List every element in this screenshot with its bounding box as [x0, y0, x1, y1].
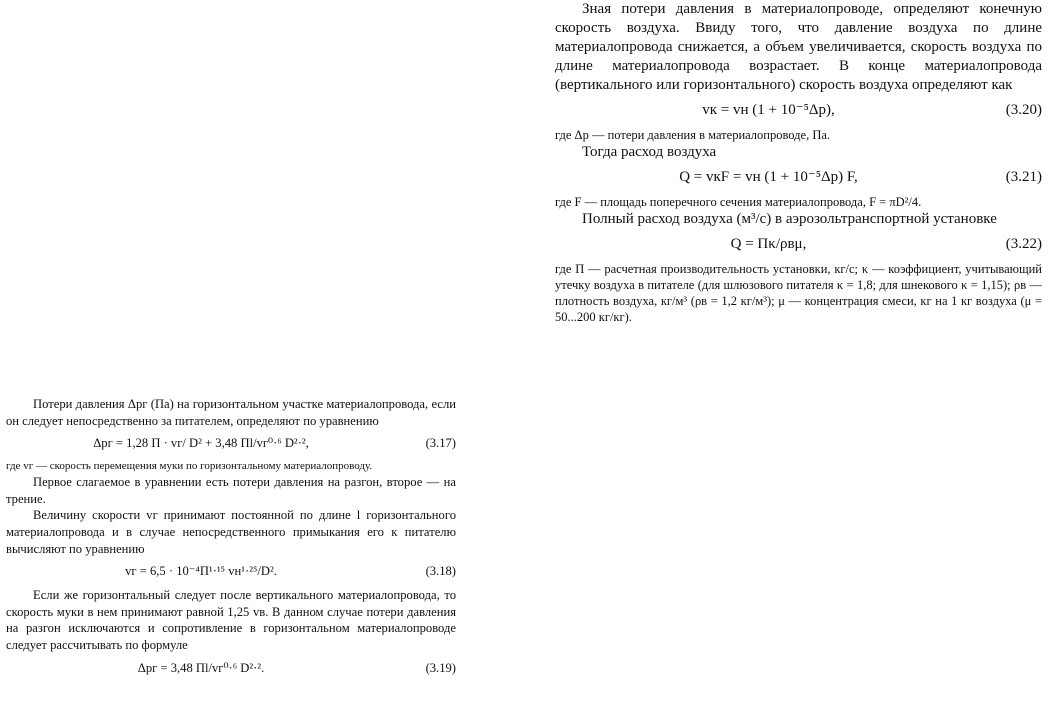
paragraph-air-flow: Тогда расход воздуха: [582, 144, 717, 160]
where-clause: где F — площадь поперечного сечения материалопровода, F = πD²/4.: [555, 195, 922, 209]
equation-formula: Δpг = 1,28 П · vг/ D² + 3,48 Пl/vг⁰·⁶ D²·²,: [93, 436, 309, 451]
where-clause: где vг — скорость перемещения муки по горизонтальному материалопроводу.: [6, 460, 373, 473]
equation-number: (3.18): [425, 564, 456, 579]
equation-formula: vк = vн (1 + 10⁻⁵Δp),: [702, 102, 835, 118]
paragraph-pressure-loss: Потери давления Δpг (Па) на горизонтальном участке материалопровода, если он следует непосредственно за питателем, определяют по уравнению: [6, 397, 456, 428]
equation-number: (3.22): [1005, 236, 1042, 252]
right-column: [555, 0, 1042, 325]
equation-3-22: [555, 233, 1042, 257]
equation-number: (3.19): [425, 660, 456, 675]
equation-3-19: [6, 658, 456, 680]
equation-3-20: [555, 99, 1042, 123]
equation-formula: Q = vкF = vн (1 + 10⁻⁵Δp) F,: [679, 169, 858, 185]
equation-formula: vг = 6,5 · 10⁻⁴П¹·¹⁵ vн¹·²⁵/D².: [125, 564, 277, 579]
equation-3-17: [6, 433, 456, 455]
where-clause: где Δp — потери давления в материалопроводе, Па.: [555, 128, 831, 142]
paragraph-speed-value: Величину скорости vг принимают постоянной по длине l горизонтального материалопровода и в случае непосредственного примыкания его к питателю вычисляют по уравнению: [6, 508, 456, 556]
where-clause: где П — расчетная производительность установки, кг/с; κ — коэффициент, учитывающий утечку воздуха в питателе (для шлюзового питателя κ = 1,8; для шнекового κ = 1,15); ρв — плотность воздуха, кг/м³ (ρв = 1,2 кг/м³); μ — концентрация смеси, кг на 1 кг воздуха (μ = 50...200 кг/кг).: [555, 262, 1042, 324]
equation-3-18: [6, 561, 456, 583]
equation-formula: Q = Пκ/ρвμ,: [730, 236, 807, 252]
equation-number: (3.20): [1005, 102, 1042, 118]
equation-number: (3.17): [425, 436, 456, 451]
equation-3-21: [555, 166, 1042, 190]
equation-number: (3.21): [1005, 169, 1042, 185]
paragraph-first-term: Первое слагаемое в уравнении есть потери давления на разгон, второе — на трение.: [6, 475, 456, 506]
paragraph-air-speed: Зная потери давления в материалопроводе, определяют конечную скорость воздуха. Ввиду того, что давление воздуха по длине материалопровода снижается, а объем увеличивается, скорость воздуха по длине материалопровода возрастает. В конце материалопровода (вертикального или горизонтального) скорость воздуха определяют как: [555, 1, 1042, 93]
left-column: [6, 396, 456, 684]
equation-formula: Δpг = 3,48 Пl/vг⁰·⁶ D²·².: [137, 660, 265, 675]
paragraph-total-air-flow: Полный расход воздуха (м³/с) в аэрозольтранспортной установке: [582, 211, 997, 227]
paragraph-after-vertical: Если же горизонтальный следует после вертикального материалопровода, то скорость муки в нем принимают равной 1,25 vв. В данном случае потери давления на разгон исключаются и сопротивление в горизонтальном материалопроводе следует рассчитывать по формуле: [6, 588, 456, 652]
